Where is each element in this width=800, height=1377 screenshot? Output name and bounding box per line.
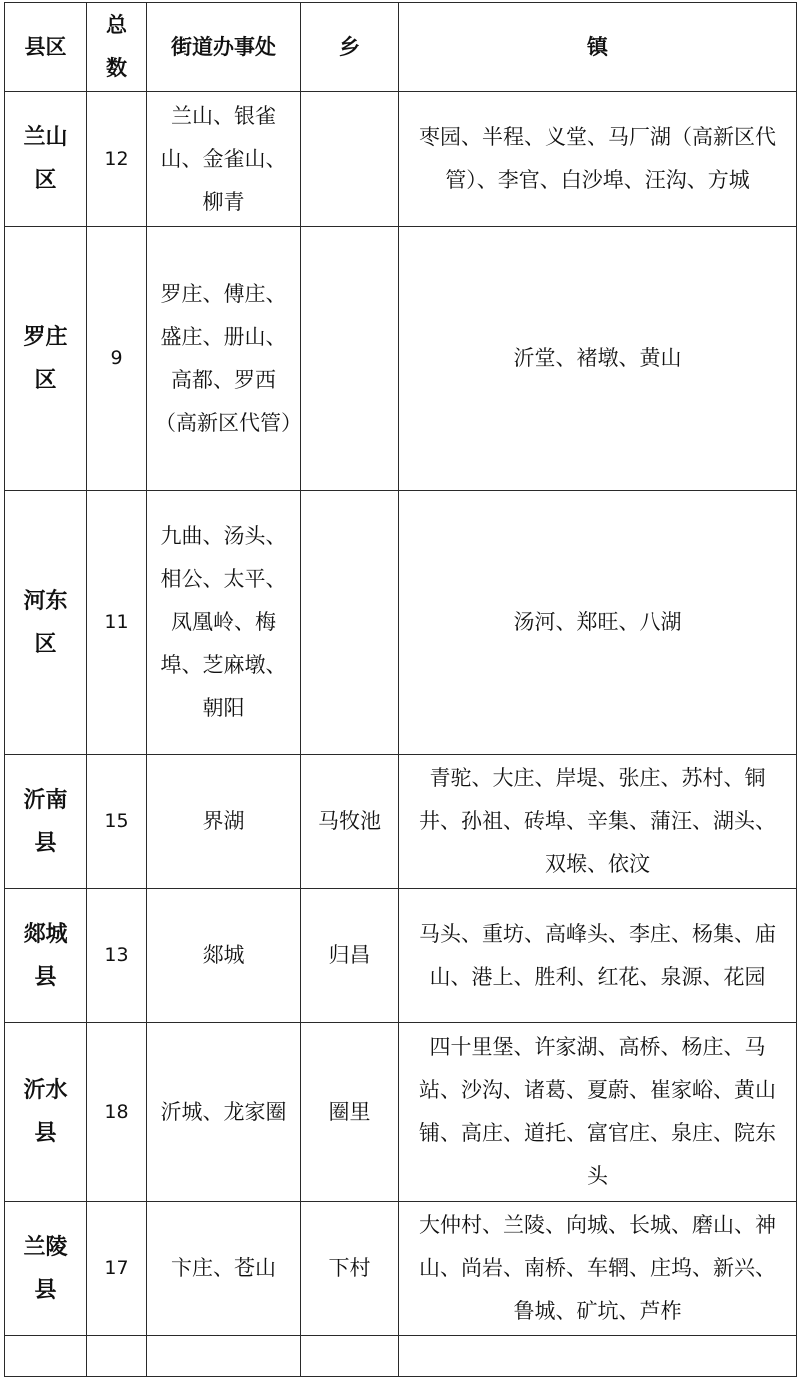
table-row <box>5 755 797 889</box>
total-cell: 15 <box>87 755 147 889</box>
table-row <box>5 227 797 491</box>
street-cell: 卞庄、苍山 <box>147 1202 301 1336</box>
total-cell: 9 <box>87 227 147 491</box>
street-cell: 兰山、银雀山、金雀山、柳青 <box>147 92 301 227</box>
header-town: 镇 <box>399 3 797 92</box>
header-street: 街道办事处 <box>147 3 301 92</box>
street-cell: 界湖 <box>147 755 301 889</box>
table-row <box>5 491 797 755</box>
district-table <box>4 2 797 1377</box>
table-row <box>5 889 797 1023</box>
town-cell: 沂堂、褚墩、黄山 <box>399 227 797 491</box>
county-cell: 兰陵县 <box>5 1202 87 1336</box>
town-cell: 青驼、大庄、岸堤、张庄、苏村、铜井、孙祖、砖埠、辛集、蒲汪、湖头、双堠、依汶 <box>399 755 797 889</box>
table-row <box>5 1023 797 1202</box>
town-cell: 马头、重坊、高峰头、李庄、杨集、庙山、港上、胜利、红花、泉源、花园 <box>399 889 797 1023</box>
township-cell <box>301 227 399 491</box>
total-cell: 17 <box>87 1202 147 1336</box>
header-township: 乡 <box>301 3 399 92</box>
total-cell: 12 <box>87 92 147 227</box>
total-cell: 13 <box>87 889 147 1023</box>
street-cell: 沂城、龙家圈 <box>147 1023 301 1202</box>
township-cell: 下村 <box>301 1202 399 1336</box>
table-row-partial <box>5 1336 797 1377</box>
empty-cell <box>301 1336 399 1377</box>
town-cell: 大仲村、兰陵、向城、长城、磨山、神山、尚岩、南桥、车辋、庄坞、新兴、鲁城、矿坑、芦柞 <box>399 1202 797 1336</box>
township-cell: 马牧池 <box>301 755 399 889</box>
empty-cell <box>87 1336 147 1377</box>
township-cell <box>301 92 399 227</box>
table-row <box>5 1202 797 1336</box>
table-row <box>5 92 797 227</box>
township-cell: 圈里 <box>301 1023 399 1202</box>
town-cell: 汤河、郑旺、八湖 <box>399 491 797 755</box>
header-row <box>5 3 797 92</box>
header-total: 总数 <box>87 3 147 92</box>
county-cell: 河东区 <box>5 491 87 755</box>
county-cell: 兰山区 <box>5 92 87 227</box>
empty-cell <box>147 1336 301 1377</box>
township-cell: 归昌 <box>301 889 399 1023</box>
town-cell: 四十里堡、许家湖、高桥、杨庄、马站、沙沟、诸葛、夏蔚、崔家峪、黄山铺、高庄、道托、富官庄、泉庄、院东头 <box>399 1023 797 1202</box>
street-cell: 郯城 <box>147 889 301 1023</box>
county-cell: 沂南县 <box>5 755 87 889</box>
total-cell: 18 <box>87 1023 147 1202</box>
county-cell: 罗庄区 <box>5 227 87 491</box>
county-cell: 沂水县 <box>5 1023 87 1202</box>
empty-cell <box>399 1336 797 1377</box>
township-cell <box>301 491 399 755</box>
street-cell: 罗庄、傅庄、盛庄、册山、高都、罗西（高新区代管） <box>147 227 301 491</box>
town-cell: 枣园、半程、义堂、马厂湖（高新区代管）、李官、白沙埠、汪沟、方城 <box>399 92 797 227</box>
empty-cell <box>5 1336 87 1377</box>
county-cell: 郯城县 <box>5 889 87 1023</box>
street-cell: 九曲、汤头、相公、太平、凤凰岭、梅埠、芝麻墩、朝阳 <box>147 491 301 755</box>
total-cell: 11 <box>87 491 147 755</box>
header-county: 县区 <box>5 3 87 92</box>
